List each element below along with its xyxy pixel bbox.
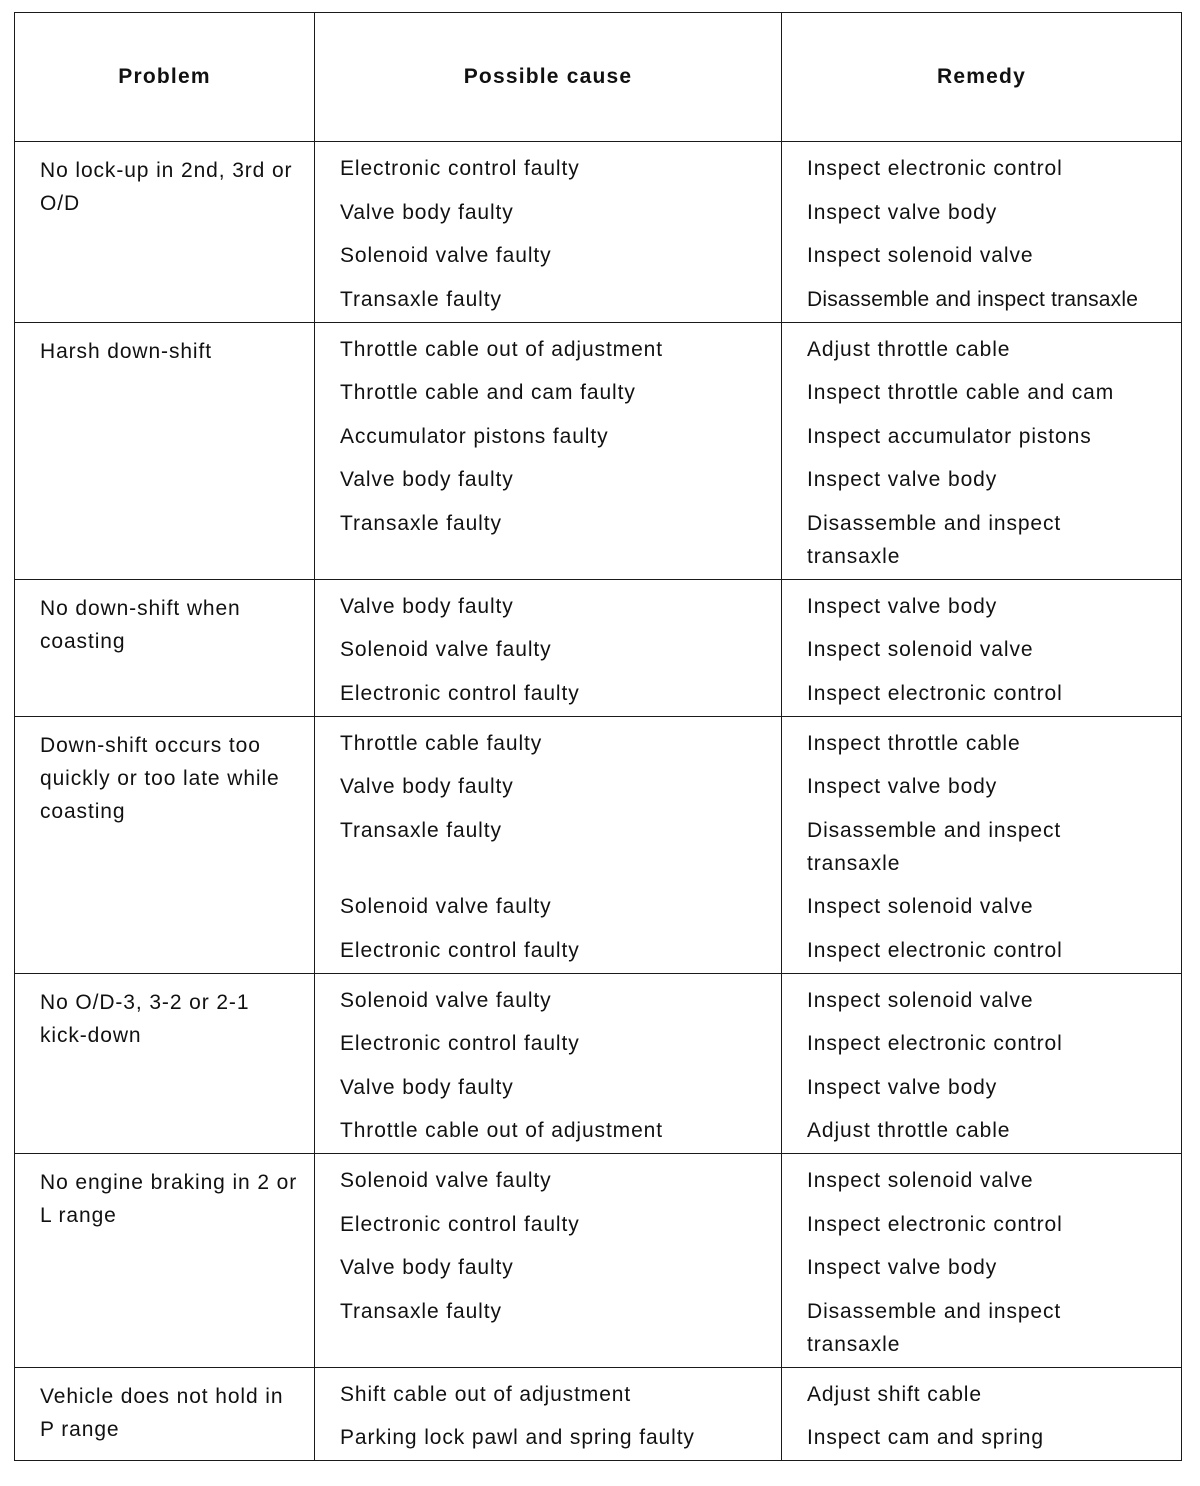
problem-cell: Harsh down-shift [15, 322, 315, 579]
cause-item: Transaxle faulty [340, 511, 502, 535]
remedy-cell [782, 973, 1182, 1154]
cause-item: Valve body faulty [340, 468, 514, 491]
cause-item: Valve body faulty [340, 775, 514, 798]
cause-item: Accumulator pistons faulty [340, 424, 609, 448]
cause-item: Valve body faulty [340, 594, 514, 618]
cause-item: Valve body faulty [340, 1256, 514, 1279]
remedy-item: Inspect throttle cable and cam [807, 381, 1115, 404]
remedy-item: Inspect solenoid valve [807, 895, 1034, 918]
remedy-item: Inspect solenoid valve [807, 244, 1034, 267]
cause-item: Parking lock pawl and spring faulty [340, 1426, 695, 1449]
remedy-item: Disassemble and inspect transaxle [807, 1299, 1062, 1356]
troubleshooting-table [14, 12, 1182, 1461]
cause-item: Electronic control faulty [340, 1032, 580, 1055]
cause-item: Solenoid valve faulty [340, 1169, 552, 1192]
cause-item: Electronic control faulty [340, 938, 580, 962]
remedy-item: Inspect electronic control [807, 938, 1063, 962]
cause-item: Throttle cable faulty [340, 731, 543, 755]
cause-item: Solenoid valve faulty [340, 244, 552, 267]
cause-item: Solenoid valve faulty [340, 638, 552, 661]
remedy-item: Inspect solenoid valve [807, 988, 1034, 1012]
remedy-item: Disassemble and inspect transaxle [807, 511, 1062, 568]
table-row [15, 142, 1182, 323]
remedy-cell [782, 142, 1182, 323]
remedy-cell [782, 322, 1182, 579]
cause-item: Solenoid valve faulty [340, 895, 552, 918]
remedy-cell [782, 1367, 1182, 1461]
remedy-item: Inspect electronic control [807, 681, 1063, 705]
remedy-item: Inspect solenoid valve [807, 1169, 1034, 1192]
cause-item: Valve body faulty [340, 1075, 514, 1099]
cause-cell [315, 142, 782, 323]
remedy-cell [782, 1154, 1182, 1368]
cause-cell [315, 973, 782, 1154]
cause-cell [315, 1367, 782, 1461]
problem-cell: Down-shift occurs too quickly or too late while coasting [15, 716, 315, 973]
table-row [15, 579, 1182, 716]
remedy-item: Disassemble and inspect transaxle [807, 287, 1139, 311]
cause-item: Transaxle faulty [340, 1299, 502, 1323]
problem-cell: No lock-up in 2nd, 3rd or O/D [15, 142, 315, 323]
cause-item: Shift cable out of adjustment [340, 1382, 632, 1406]
table-row [15, 322, 1182, 579]
remedy-item: Inspect accumulator pistons [807, 424, 1092, 448]
cause-item: Valve body faulty [340, 200, 514, 224]
problem-cell: No engine braking in 2 or L range [15, 1154, 315, 1368]
table-row [15, 973, 1182, 1154]
remedy-item: Inspect electronic control [807, 1032, 1063, 1055]
cause-item: Electronic control faulty [340, 157, 580, 180]
remedy-item: Inspect valve body [807, 200, 998, 224]
problem-cell: No down-shift when coasting [15, 579, 315, 716]
header-problem: Problem [15, 13, 315, 142]
remedy-item: Inspect solenoid valve [807, 638, 1034, 661]
cause-cell [315, 716, 782, 973]
header-remedy: Remedy [782, 13, 1182, 142]
table-row [15, 716, 1182, 973]
remedy-item: Inspect valve body [807, 1075, 998, 1099]
cause-cell [315, 322, 782, 579]
remedy-item: Inspect valve body [807, 1256, 998, 1279]
cause-item: Electronic control faulty [340, 681, 580, 705]
header-possible-cause: Possible cause [315, 13, 782, 142]
remedy-item: Inspect cam and spring [807, 1426, 1044, 1449]
table-row [15, 1154, 1182, 1368]
remedy-item: Inspect throttle cable [807, 731, 1021, 755]
table-row [15, 1367, 1182, 1461]
remedy-item: Adjust throttle cable [807, 1119, 1011, 1142]
header-row [15, 13, 1182, 142]
remedy-item: Inspect valve body [807, 775, 998, 798]
cause-cell [315, 579, 782, 716]
remedy-item: Inspect electronic control [807, 1212, 1063, 1236]
remedy-cell [782, 579, 1182, 716]
cause-item: Throttle cable out of adjustment [340, 337, 663, 361]
problem-cell: Vehicle does not hold in P range [15, 1367, 315, 1461]
cause-item: Throttle cable and cam faulty [340, 381, 636, 404]
cause-item: Transaxle faulty [340, 287, 502, 311]
cause-item: Throttle cable out of adjustment [340, 1119, 663, 1142]
remedy-item: Adjust shift cable [807, 1382, 982, 1406]
cause-item: Electronic control faulty [340, 1212, 580, 1236]
problem-cell: No O/D-3, 3-2 or 2-1 kick-down [15, 973, 315, 1154]
remedy-item: Inspect valve body [807, 594, 998, 618]
cause-item: Transaxle faulty [340, 818, 502, 842]
remedy-item: Inspect electronic control [807, 157, 1063, 180]
remedy-item: Adjust throttle cable [807, 337, 1011, 361]
cause-item: Solenoid valve faulty [340, 988, 552, 1012]
remedy-item: Disassemble and inspect transaxle [807, 818, 1062, 875]
remedy-cell [782, 716, 1182, 973]
cause-cell [315, 1154, 782, 1368]
remedy-item: Inspect valve body [807, 468, 998, 491]
